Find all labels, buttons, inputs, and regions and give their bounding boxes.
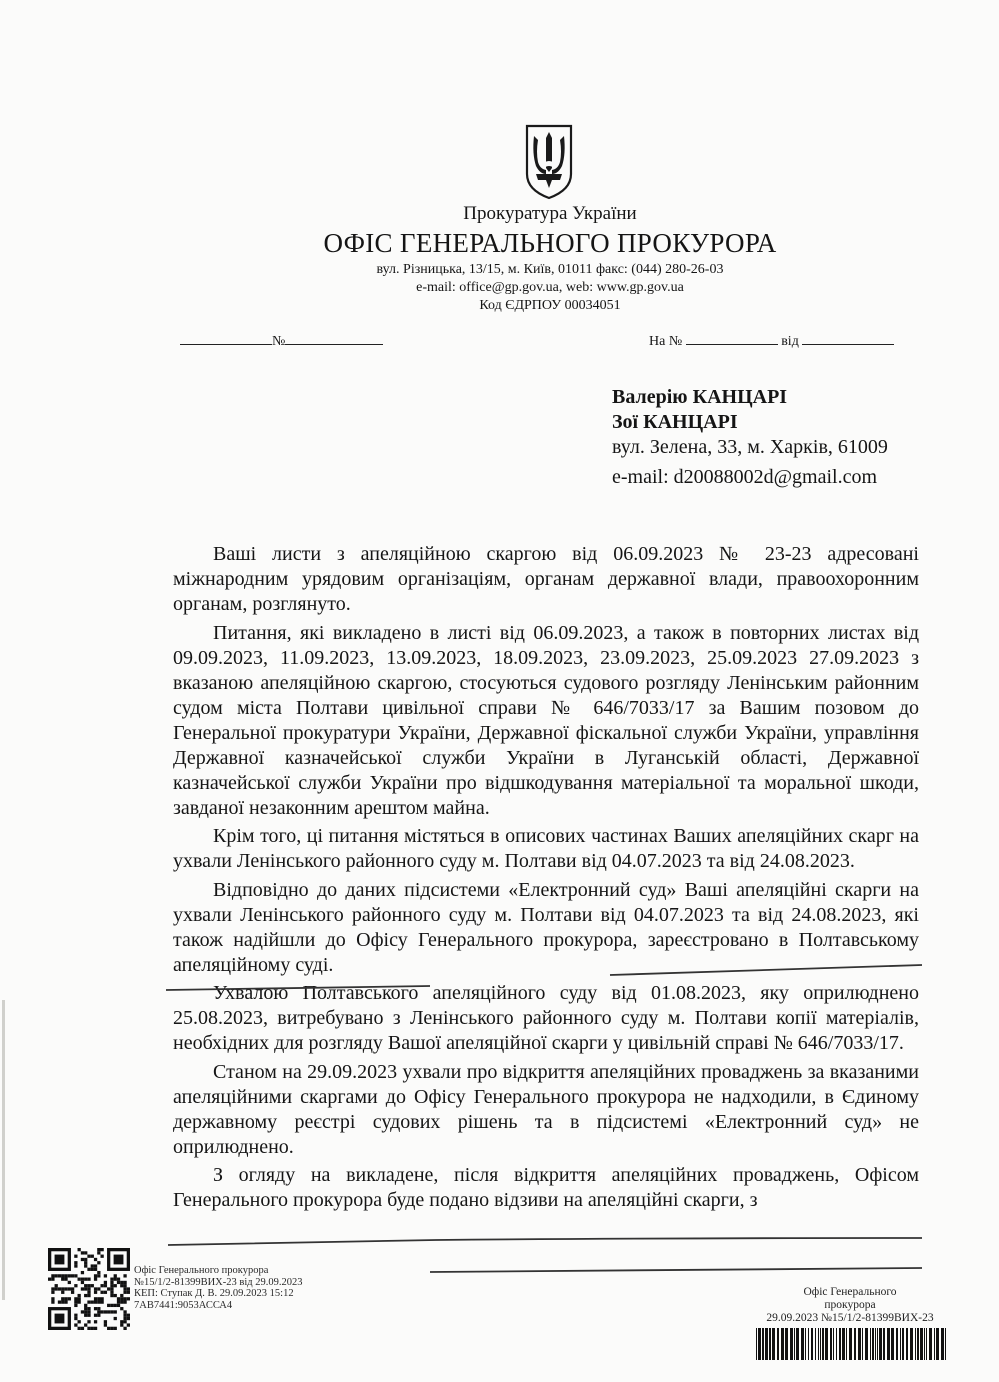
office-title: ОФІС ГЕНЕРАЛЬНОГО ПРОКУРОРА (323, 228, 777, 258)
reply-date-blank (802, 330, 894, 345)
body-paragraph-7: З огляду на викладене, після відкриття апеляційних проваджень, Офісом Генерального прокурора буде подано відзиви на апеляційні скарги, з (173, 1164, 919, 1211)
office-edrpou: Код ЄДРПОУ 00034051 (479, 298, 621, 313)
stamp-line-2: №15/1/2-81399ВИХ-23 від 29.09.2023 (134, 1276, 303, 1288)
addressee-address: вул. Зелена, 33, м. Харків, 61009 (612, 436, 888, 458)
pen-underline-3 (168, 1238, 922, 1245)
barcode-icon (756, 1328, 948, 1360)
reg-stamp-line-3: 29.09.2023 №15/1/2-81399ВИХ-23 (766, 1312, 934, 1324)
body-paragraph-5: Ухвалою Полтавського апеляційного суду від 01.08.2023, яку оприлюднено 25.08.2023, витребувано з Ленінського районного суду м. Полтави копії матеріалів, необхідних для розгляду Вашої апеляційної скарги у цивільній справі № 646/7033/17. (173, 982, 919, 1054)
reg-stamp-line-1: Офіс Генерального (803, 1286, 897, 1298)
stamp-line-4: 7АВ7441:9053АССА4 (134, 1299, 233, 1311)
pen-underline-4 (430, 1268, 922, 1272)
org-name: Прокуратура України (463, 203, 637, 224)
body-paragraph-3: Крім того, ці питання містяться в описових частинах Ваших апеляційних скарг на ухвали Ленінського районного суду м. Полтави від 04.07.2023 та від 24.08.2023. (173, 825, 919, 872)
reply-number-blank (686, 330, 778, 345)
office-address: вул. Різницька, 13/15, м. Київ, 01011 факс: (044) 280-26-03 (376, 262, 724, 277)
registration-stamp (752, 1286, 948, 1325)
reply-date-label: від (781, 334, 799, 349)
body-paragraph-2: Питання, які викладено в листі від 06.09.2023, а також в повторних листах від 09.09.2023, 11.09.2023, 13.09.2023, 18.09.2023, 23.09.2023, 25.09.2023 27.09.2023 з вказаною апеляційною скаргою, стосуються судового розгляду Ленінським районним судом міста Полтави цивільної справи № 646/7033/17 за Вашим позовом до Генеральної прокуратури України, Державної фіскальної служби України, управління Державної казначейської служби України в Луганській області, Державної казначейської служби України про відшкодування матеріальної та моральної шкоди, завданої незаконним арештом майна. (173, 621, 919, 819)
addressee-name-1: Валерію КАНЦАРІ (612, 386, 788, 408)
body-paragraph-4: Відповідно до даних підсистеми «Електронний суд» Ваші апеляційні скарги на ухвали Ленінського районного суду м. Полтави від 04.07.2023 та від 24.08.2023, які також надійшли до Офісу Генерального прокурора, зареєстровано в Полтавському апеляційному суді. (173, 878, 919, 976)
scan-edge-icon (0, 1000, 12, 1300)
reply-to-label: На № (649, 334, 683, 349)
outgoing-date-blank (180, 330, 272, 345)
addressee-email: e-mail: d20088002d@gmail.com (612, 466, 878, 488)
stamp-line-3: КЕП: Ступак Д. В. 29.09.2023 15:12 (134, 1288, 294, 1299)
office-contacts: e-mail: office@gp.gov.ua, web: www.gp.gov.ua (416, 280, 684, 295)
body-paragraph-1: Ваші листи з апеляційною скаргою від 06.09.2023 № 23-23 адресовані міжнародним урядовим організаціям, органам державної влади, правоохоронним органам, розглянуто. (173, 543, 919, 615)
outgoing-number-blank (285, 330, 383, 345)
stamp-line-1: Офіс Генерального прокурора (134, 1265, 269, 1276)
number-label: № (272, 334, 286, 349)
addressee-name-2: Зої КАНЦАРІ (612, 411, 738, 433)
qr-code-icon (48, 1248, 130, 1330)
outgoing-number-line (180, 330, 383, 350)
letter-body (173, 542, 919, 1217)
reg-stamp-line-2: прокурора (824, 1299, 876, 1311)
signature-stamp (134, 1265, 302, 1311)
coat-of-arms-icon (524, 124, 574, 200)
body-paragraph-6: Станом на 29.09.2023 ухвали про відкриття апеляційних проваджень за вказаними апеляційними скаргами до Офісу Генерального прокурора не надходили, в Єдиному державному реєстрі судових рішень та в підсистемі «Електронний суд» не оприлюднено. (173, 1060, 919, 1158)
reply-to-line (649, 330, 894, 350)
